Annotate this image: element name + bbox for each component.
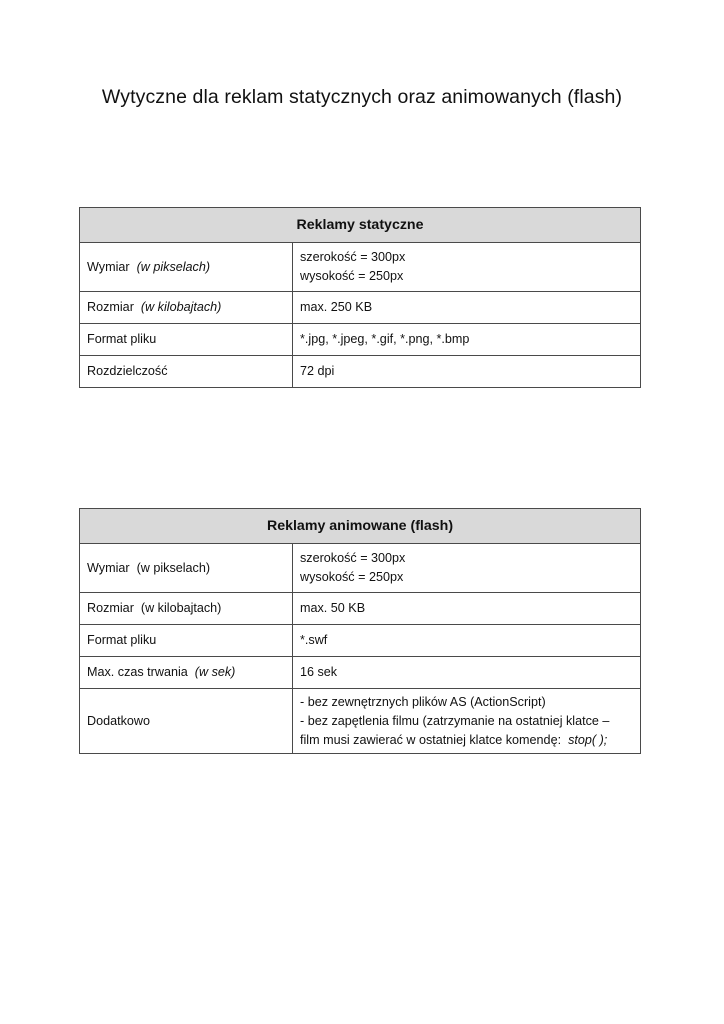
label-text: Rozmiar xyxy=(87,300,134,314)
value-line: 72 dpi xyxy=(300,364,335,378)
flash-ads-heading: Reklamy animowane (flash) xyxy=(80,509,641,544)
value-line: - bez zapętlenia filmu (zatrzymanie na ostatniej klatce – xyxy=(300,713,610,728)
label-text: Max. czas trwania xyxy=(87,665,188,679)
row-value xyxy=(293,544,641,593)
row-value xyxy=(293,292,641,324)
table-row xyxy=(80,292,641,324)
static-ads-heading: Reklamy statyczne xyxy=(80,208,641,243)
value-line: wysokość = 250px xyxy=(300,570,404,584)
row-value xyxy=(293,356,641,388)
label-text: Rozdzielczość xyxy=(87,364,168,378)
label-text: Wymiar xyxy=(87,560,130,575)
table-row xyxy=(80,625,641,657)
stop-command-code: stop( ); xyxy=(568,732,608,747)
value-line: wysokość = 250px xyxy=(300,269,404,283)
table-row xyxy=(80,243,641,292)
row-label xyxy=(80,356,293,388)
label-text: Format pliku xyxy=(87,332,157,346)
value-line: *.swf xyxy=(300,633,328,647)
page-title: Wytyczne dla reklam statycznych oraz animowanych (flash) xyxy=(101,86,623,108)
row-label xyxy=(80,544,293,593)
label-text: Format pliku xyxy=(87,633,157,647)
row-label xyxy=(80,324,293,356)
row-label xyxy=(80,689,293,754)
label-note: (w kilobajtach) xyxy=(140,300,222,314)
row-value xyxy=(293,625,641,657)
label-text: Wymiar xyxy=(87,259,130,274)
value-line: max. 50 KB xyxy=(300,601,366,615)
row-value xyxy=(293,657,641,689)
table-row xyxy=(80,593,641,625)
table-row xyxy=(80,657,641,689)
row-label xyxy=(80,292,293,324)
label-note: (w kilobajtach) xyxy=(140,601,222,615)
table-row xyxy=(80,689,641,754)
label-note: (w sek) xyxy=(194,665,236,679)
row-value xyxy=(293,593,641,625)
row-value xyxy=(293,324,641,356)
flash-ads-table xyxy=(79,508,641,754)
value-line: film musi zawierać w ostatniej klatce komendę: xyxy=(300,732,562,747)
value-line: 16 sek xyxy=(300,665,338,679)
table-row xyxy=(80,356,641,388)
row-label xyxy=(80,657,293,689)
label-text: Rozmiar xyxy=(87,601,134,615)
table-row xyxy=(80,324,641,356)
value-line: max. 250 KB xyxy=(300,300,373,314)
value-line: szerokość = 300px xyxy=(300,551,406,565)
table-row xyxy=(80,544,641,593)
value-line-with-code xyxy=(300,731,633,750)
value-line: - bez zewnętrznych plików AS (ActionScript) xyxy=(300,694,546,709)
label-text: Dodatkowo xyxy=(87,713,151,728)
row-value xyxy=(293,243,641,292)
row-label xyxy=(80,593,293,625)
row-value xyxy=(293,689,641,754)
value-line: *.jpg, *.jpeg, *.gif, *.png, *.bmp xyxy=(300,332,470,346)
value-line: szerokość = 300px xyxy=(300,250,406,264)
row-label xyxy=(80,243,293,292)
label-note: (w pikselach) xyxy=(136,560,211,575)
row-label xyxy=(80,625,293,657)
static-ads-table xyxy=(79,207,641,388)
label-note: (w pikselach) xyxy=(136,259,211,274)
